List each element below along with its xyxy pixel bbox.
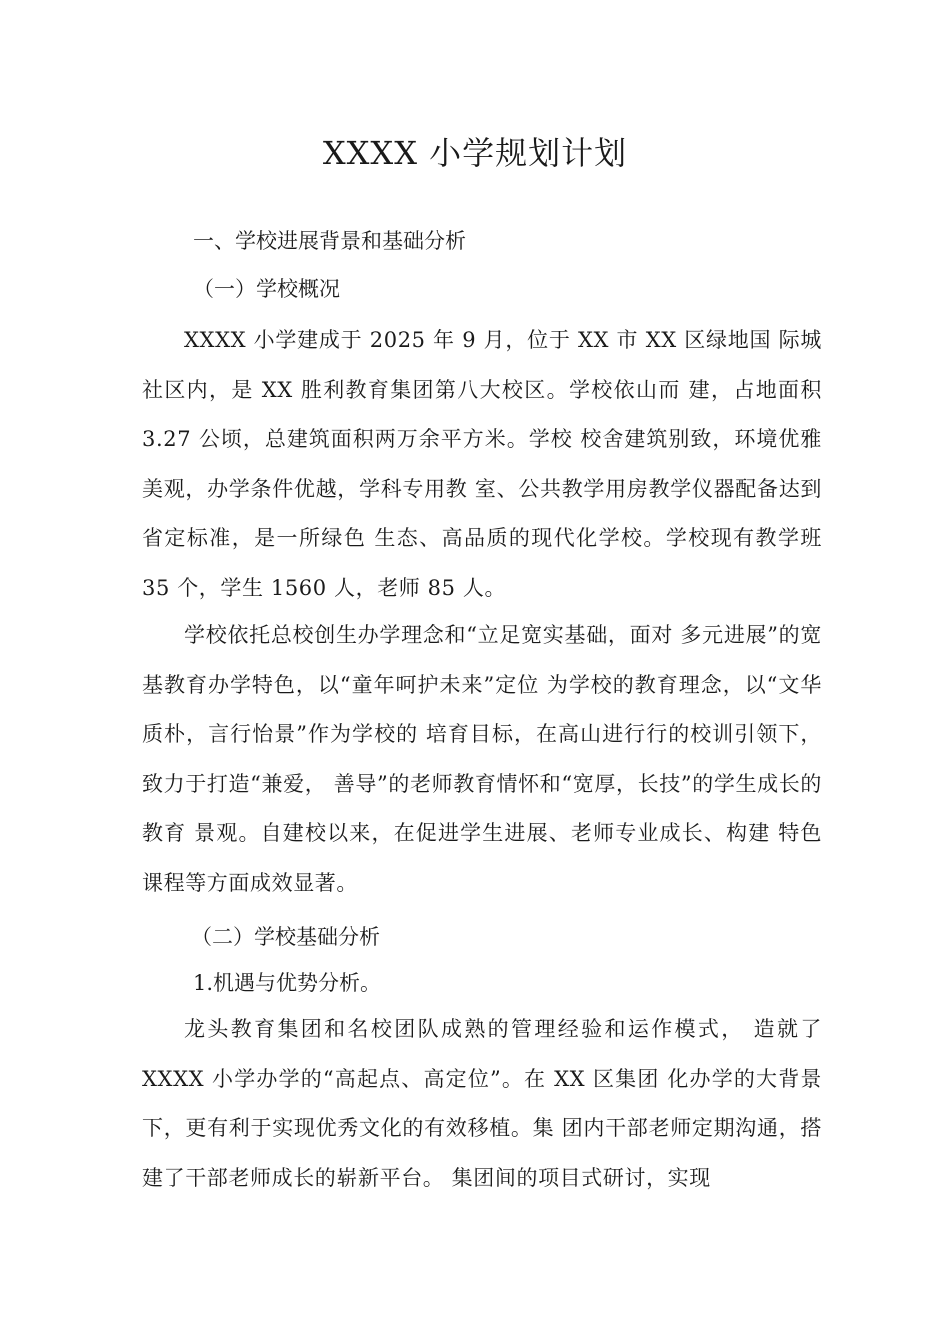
paragraph-school-overview: XXXX 小学建成于 2025 年 9 月，位于 XX 市 XX 区绿地国 际城社区内，是 XX 胜利教育集团第八大校区。学校依山而 建，占地面积3.27 公顷，总建筑面积两万余平方米。学校 校舍建筑别致，环境优雅美观，办学条件优越，学科专用教 室、公共教学用房教学仪器配备达到省定标准，是一所绿色 生态、高品质的现代化学校。学校现有教学班 35 个，学生 1560 人，老师 85 人。	[142, 328, 822, 600]
document-title: XXXX 小学规划计划	[322, 134, 628, 172]
subsection-heading-overview: （一）学校概况	[193, 277, 340, 301]
item-heading-opportunities: 1.机遇与优势分析。	[193, 971, 382, 995]
paragraph-opportunities: 龙头教育集团和名校团队成熟的管理经验和运作模式， 造就了XXXX 小学办学的“高起点、高定位”。在 XX 区集团 化办学的大背景下，更有利于实现优秀文化的有效移植。集 团内干部老师定期沟通，搭建了干部老师成长的崭新平台。 集团间的项目式研讨，实现	[142, 1017, 822, 1190]
paragraph-school-philosophy: 学校依托总校创生办学理念和“立足宽实基础，面对 多元进展”的宽基教育办学特色，以“童年呵护未来”定位 为学校的教育理念，以“文华质朴，言行怡景”作为学校的 培育目标，在高山进行行的校训引领下，致力于打造“兼爱， 善导”的老师教育情怀和“宽厚，长技”的学生成长的教育 景观。自建校以来，在促进学生进展、老师专业成长、构建 特色课程等方面成效显著。	[142, 623, 823, 895]
section-heading: 一、学校进展背景和基础分析	[193, 229, 466, 253]
subsection-heading-analysis: （二）学校基础分析	[191, 925, 380, 949]
